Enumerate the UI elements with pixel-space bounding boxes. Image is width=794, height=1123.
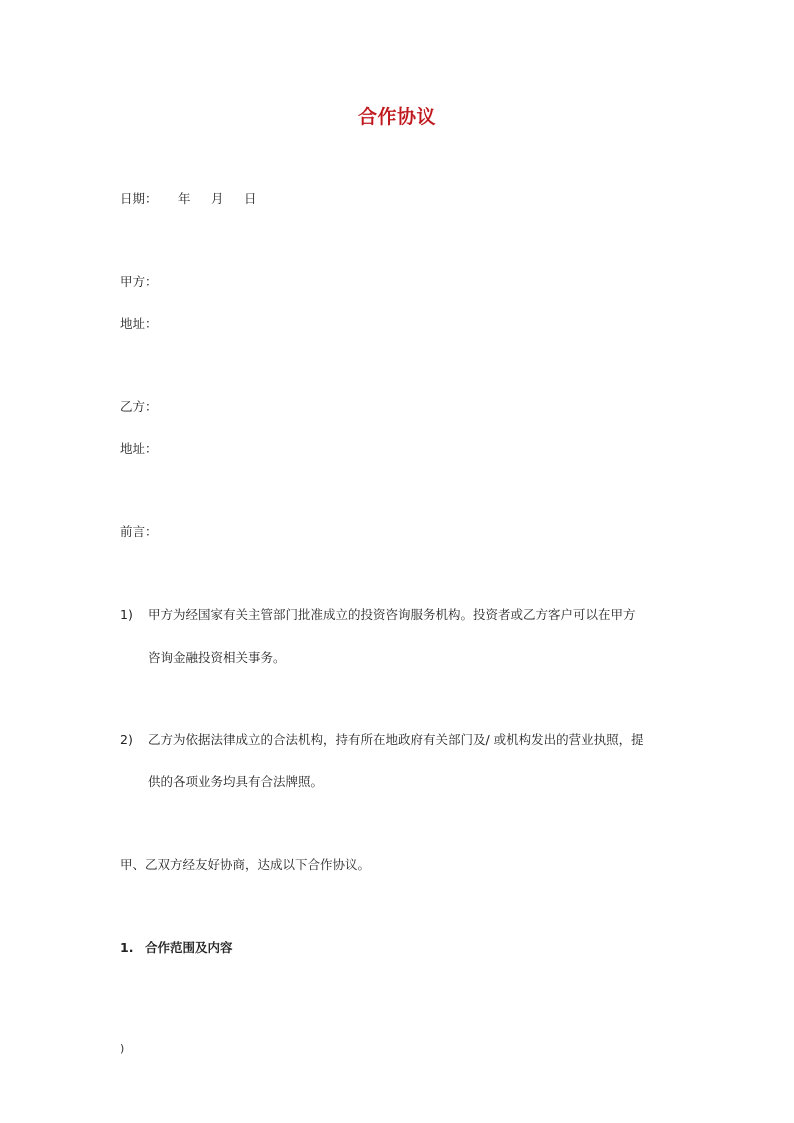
date-label: 日期： [120,191,158,206]
date-row [120,191,257,207]
preamble-item-text-line2: 供的各项业务均具有合法牌照。 [148,774,324,789]
date-month-unit: 月 [211,191,224,206]
party-b-label: 乙方： [120,399,158,414]
agreement-statement: 甲、乙双方经友好协商，达成以下合作协议。 [120,857,371,872]
preamble-item-number: 1) [120,607,133,622]
party-a-label: 甲方： [120,274,158,289]
preamble-label: 前言： [120,524,158,539]
section-1-number: 1. [120,940,134,955]
date-year-unit: 年 [178,191,191,206]
party-a-address-label: 地址： [120,316,158,331]
preamble-item-text-line2: 咨询金融投资相关事务。 [148,650,286,665]
party-b-address-label: 地址： [120,441,158,456]
preamble-item-number: 2) [120,732,133,747]
section-1-title: 合作范围及内容 [145,940,233,955]
section-1-heading [120,940,233,956]
preamble-item-text-line1: 乙方为依据法律成立的合法机构，持有所在地政府有关部门及/ 或机构发出的营业执照，提 [148,732,644,747]
date-day-unit: 日 [244,191,257,206]
footer-mark: ) [120,1042,125,1055]
preamble-item-text-line1: 甲方为经国家有关主管部门批准成立的投资咨询服务机构。投资者或乙方客户可以在甲方 [148,607,636,622]
document-title: 合作协议 [357,106,436,128]
